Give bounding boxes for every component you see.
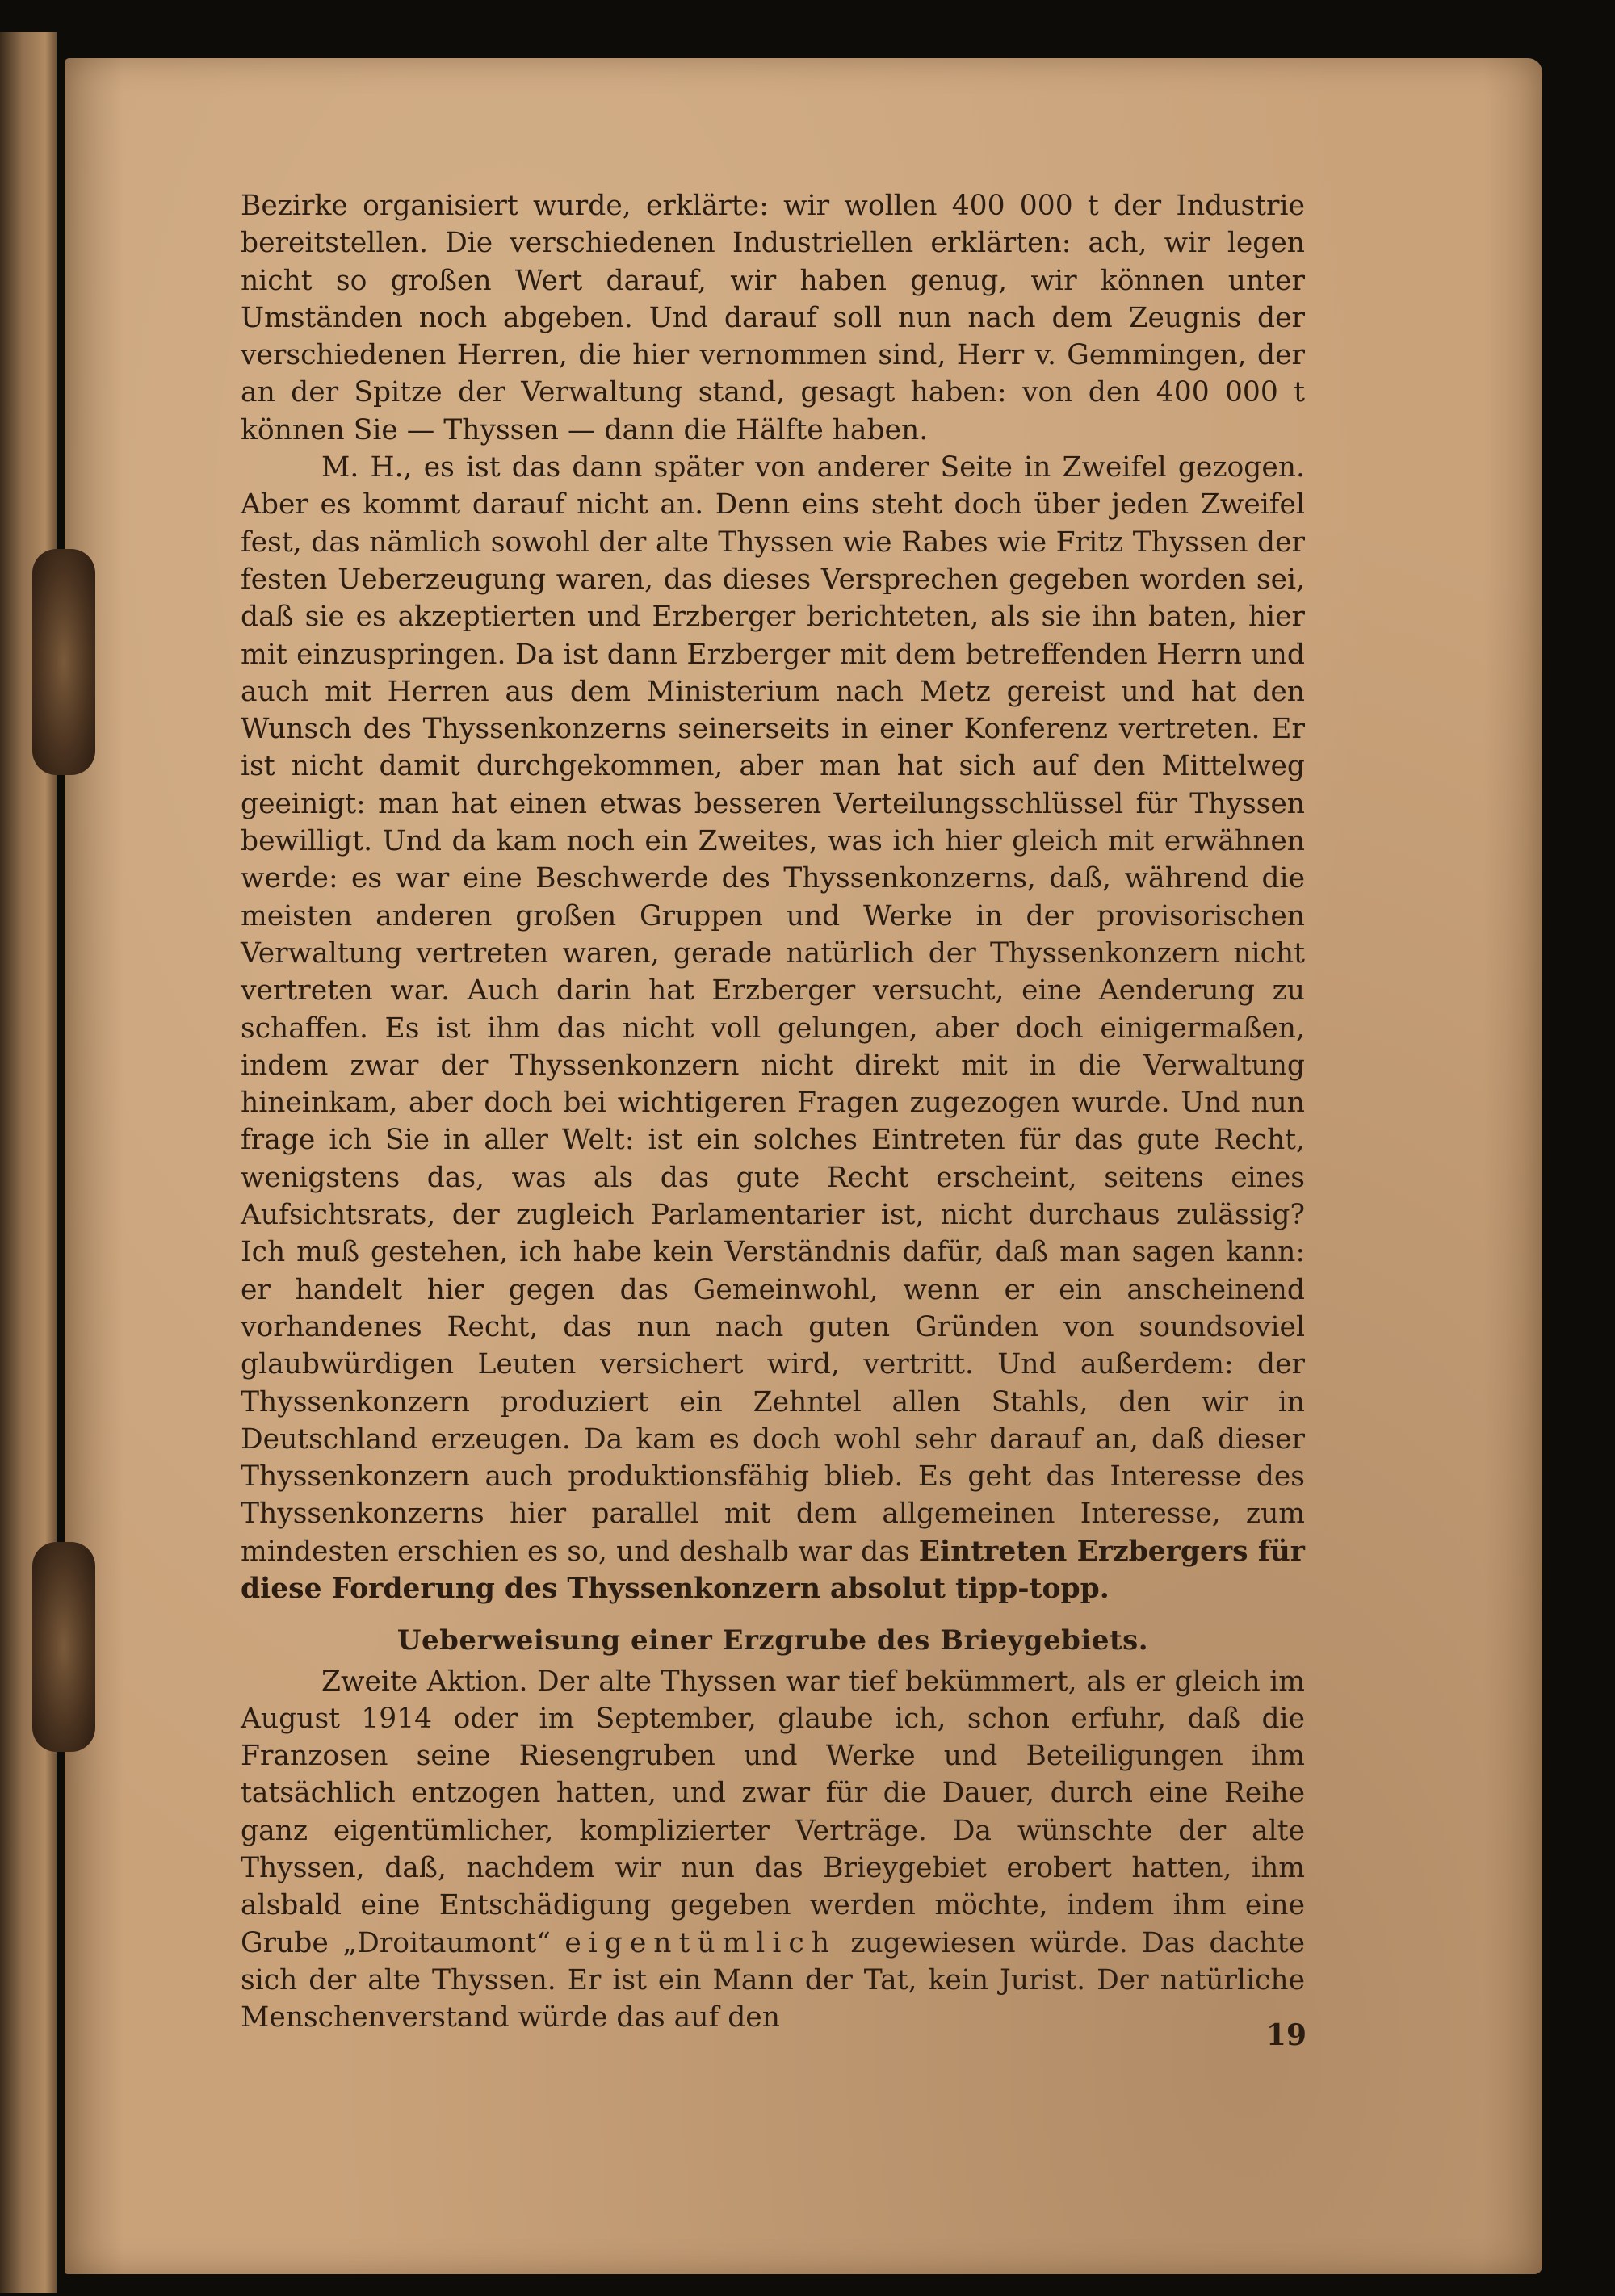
section-heading: Ueberweisung einer Erzgrube des Brieygebiets. xyxy=(396,1624,1149,1657)
paragraph-continued xyxy=(241,187,1305,449)
paragraph-text: Zweite Aktion. Der alte Thyssen war tief bekümmert, als er gleich im August 1914 oder im September, glaube ich, schon erfuhr, daß die Franzosen seine Riesengruben und Werke und Beteiligungen ihm tatsächlich entzogen hatten, und zwar für die Dauer, durch eine Reihe ganz eigentümlicher, komplizierter Verträge. Da wünschte der alte Thyssen, daß, nachdem wir nun das Brieygebiet erobert hatten, ihm alsbald eine Entschädigung gegeben werden möchte, indem ihm eine Grube „Droitaumont“ xyxy=(241,1665,1305,1959)
binding-thread-upper xyxy=(32,549,95,775)
page-body-text xyxy=(241,187,1305,2037)
paragraph xyxy=(241,449,1305,1607)
binding-thread-lower xyxy=(32,1542,95,1752)
paragraph-text: Bezirke organisiert wurde, erklärte: wir wollen 400 000 t der Industrie bereitstellen. Die verschiedenen Industriellen erklärten: ach, wir legen nicht so großen Wert darauf, wir haben genug, wir können unter Umständen noch abgeben. Und darauf soll nun nach dem Zeugnis der verschiedenen Herren, die hier vernommen sind, Herr v. Gemmingen, der an der Spitze der Verwaltung stand, gesagt haben: von den 400 000 t können Sie — Thyssen — dann die Hälfte haben. xyxy=(241,190,1305,446)
page-number: 19 xyxy=(1265,2018,1307,2052)
paragraph-spaced-emphasis: eigentümlich xyxy=(564,1926,837,1959)
paragraph xyxy=(241,1663,1305,2037)
paragraph-text: M. H., es ist das dann später von anderer Seite in Zweifel gezogen. Aber es kommt darauf nicht an. Denn eins steht doch über jeden Zweifel fest, das nämlich sowohl der alte Thyssen wie Rabes wie Fritz Thyssen der festen Ueberzeugung waren, das dieses Versprechen gegeben worden sei, daß sie es akzeptierten und Erzberger berichteten, als sie ihn baten, hier mit einzuspringen. Da ist dann Erzberger mit dem betreffenden Herrn und auch mit Herren aus dem Ministerium nach Metz gereist und hat den Wunsch des Thyssenkonzerns seinerseits in einer Konferenz vertreten. Er ist nicht damit durchgekommen, aber man hat sich auf den Mittelweg geeinigt: man hat einen etwas besseren Verteilungsschlüssel für Thyssen bewilligt. Und da kam noch ein Zweites, was ich hier gleich mit erwähnen werde: es war eine Beschwerde des Thyssenkonzerns, daß, während die meisten anderen großen Gruppen und Werke in der provisorischen Verwaltung vertreten waren, gerade natürlich der Thyssenkonzern nicht vertreten war. Auch darin hat Erzberger versucht, eine Aenderung zu schaffen. Es ist ihm das nicht voll gelungen, aber doch einigermaßen, indem zwar der Thyssenkonzern nicht direkt mit in die Verwaltung hineinkam, aber doch bei wichtigeren Fragen zugezogen wurde. Und nun frage ich Sie in aller Welt: ist ein solches Eintreten für das gute Recht, wenigstens das, was als das gute Recht erscheint, seitens eines Aufsichtsrats, der zugleich Parlamentarier ist, nicht durchaus zulässig? Ich muß gestehen, ich habe kein Verständnis dafür, daß man sagen kann: er handelt hier gegen das Gemeinwohl, wenn er ein anscheinend vorhandenes Recht, das nun nach guten Gründen von soundsoviel glaubwürdigen Leuten versichert wird, vertritt. Und außerdem: der Thyssenkonzern produziert ein Zehntel allen Stahls, den wir in Deutschland erzeugen. Da kam es doch wohl sehr darauf an, daß dieser Thyssenkonzern auch produktionsfähig blieb. Es geht das Interesse des Thyssenkonzerns hier parallel mit dem allgemeinen Interesse, zum mindesten erschien es so, und deshalb war das xyxy=(241,451,1305,1568)
paragraph-text: zugewiesen würde. Das dachte sich der alte Thyssen. Er ist ein Mann der Tat, kein Jurist. Der natürliche Menschenverstand würde das auf den xyxy=(241,1926,1305,2034)
adjacent-page-edge xyxy=(0,32,57,2293)
paragraph-bold-conclusion: Eintreten Erzbergers für diese Forderung des Thyssenkonzern absolut tipp-topp. xyxy=(241,1535,1305,1605)
